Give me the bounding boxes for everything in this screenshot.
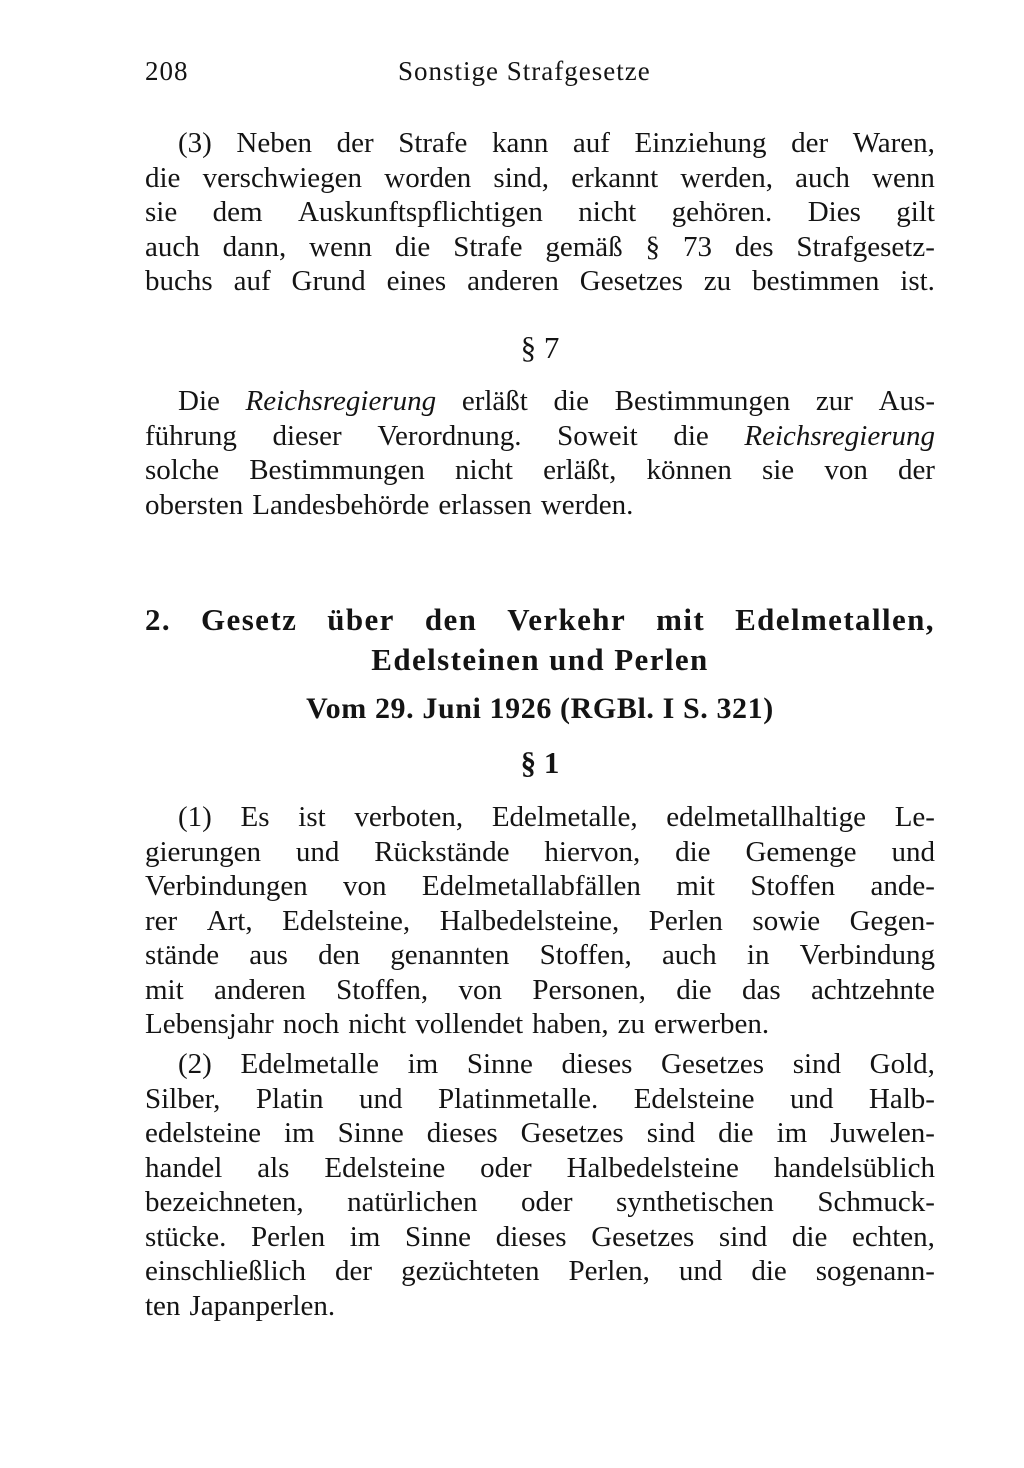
word: mit (145, 973, 184, 1006)
title-line (145, 640, 935, 680)
word: auf (572, 127, 610, 159)
word: die (751, 1255, 787, 1287)
word: im (776, 1117, 808, 1149)
word: auf (233, 265, 271, 297)
word: werden, (680, 161, 773, 194)
word: Gold, (869, 1048, 935, 1080)
word: Sinne (466, 1048, 533, 1080)
running-title: Sonstige Strafgesetze (398, 56, 651, 86)
word: sind (792, 1048, 842, 1080)
word: Edelmetalle, (491, 801, 638, 833)
word: gehören. (671, 196, 773, 228)
word: Stoffen (750, 870, 836, 902)
word: Die (178, 385, 220, 417)
word: oder (480, 1151, 532, 1184)
word: bezeichneten, (145, 1186, 304, 1218)
word: der (336, 127, 374, 159)
word: eines (386, 265, 447, 297)
word: Platinmetalle. (437, 1082, 599, 1115)
word: ande- (870, 870, 935, 902)
word: obersten (145, 488, 244, 521)
word: Edelsteine (633, 1082, 755, 1115)
paragraph-6-3 (145, 126, 935, 299)
text-line (145, 126, 935, 161)
word: Grund (291, 265, 366, 297)
text-line (145, 973, 935, 1008)
word: Aus- (878, 385, 935, 417)
word: aus (249, 939, 288, 971)
word: des (734, 230, 774, 263)
word: dem (212, 196, 263, 228)
word: noch (282, 1008, 340, 1040)
section-mark-7: § 7 (520, 330, 560, 365)
section-mark-1: § 1 (520, 745, 560, 780)
word: Bestimmungen (614, 385, 791, 417)
word: die (394, 230, 431, 263)
word: achtzehnte (810, 973, 935, 1006)
word: hiervon, (544, 835, 641, 868)
word: Edelmetallen, (735, 602, 935, 637)
word: handel (145, 1151, 223, 1184)
word: verschwiegen (202, 161, 363, 194)
word: Stoffen, (336, 973, 429, 1006)
text-line (145, 453, 935, 488)
word: mit (676, 870, 715, 902)
word: verboten, (354, 801, 464, 833)
text-line (145, 419, 935, 454)
word: Dies (807, 196, 861, 228)
word: ten (145, 1289, 181, 1322)
word: Strafgesetz- (796, 230, 935, 263)
word: und (891, 835, 935, 868)
word: Juwelen- (830, 1117, 935, 1149)
word: die (791, 1220, 828, 1253)
text-line (145, 1082, 935, 1117)
word: ist (298, 801, 326, 833)
word: auch (661, 939, 717, 971)
text-line (145, 1220, 935, 1255)
word: sind (646, 1117, 696, 1149)
word: führung (145, 419, 237, 452)
word: erläßt (461, 385, 528, 417)
title-line (145, 600, 935, 640)
word: ist. (900, 265, 935, 297)
word: Strafe (398, 127, 468, 159)
word: edelsteine (145, 1117, 261, 1149)
text-line (145, 384, 935, 419)
word: Gesetzes (591, 1220, 695, 1253)
title-line-text: Edelsteinen und Perlen (371, 642, 709, 677)
word: der (791, 127, 829, 159)
text-line (145, 230, 935, 265)
word: (2) (178, 1048, 212, 1080)
word: (3) (178, 127, 212, 159)
word: als (257, 1151, 290, 1184)
running-header (145, 56, 935, 96)
word: der (897, 454, 935, 486)
word: dieser (272, 419, 342, 452)
text-line (145, 488, 935, 523)
word: erlassen (438, 488, 532, 521)
word: gilt (896, 196, 935, 228)
word: oder (521, 1186, 573, 1218)
word: Le- (894, 801, 935, 833)
word: zu (703, 265, 732, 297)
word: die (718, 1117, 754, 1149)
paragraph-1-2 (145, 1047, 935, 1323)
word: können (646, 454, 732, 486)
word: natürlichen (347, 1186, 478, 1218)
word: 2. (145, 602, 172, 637)
word: Perlen (648, 904, 723, 937)
law-title (145, 600, 935, 680)
word: gemäß (545, 230, 623, 263)
word: nicht (578, 196, 637, 228)
word: Waren, (852, 127, 935, 159)
word: 73 (682, 230, 712, 263)
word: auch (795, 161, 850, 194)
word: Verordnung. (377, 419, 522, 452)
word: die (145, 161, 181, 194)
word: Edelsteine (324, 1151, 446, 1184)
word: einschließlich (145, 1255, 307, 1287)
word: den (424, 602, 478, 637)
word: erkannt (571, 161, 659, 194)
word: sowie (752, 904, 821, 937)
word: rer (145, 904, 178, 937)
word: von (824, 454, 868, 486)
word: Strafe (453, 230, 523, 263)
word: sie (761, 454, 795, 486)
word: kann (491, 127, 549, 159)
word: Schmuck- (817, 1186, 935, 1218)
page-number: 208 (145, 56, 189, 86)
word: Perlen, (568, 1255, 650, 1287)
text-line (145, 904, 935, 939)
word: Bestimmungen (249, 454, 425, 486)
text-line (145, 1185, 935, 1220)
word: nicht (348, 1008, 407, 1040)
word: stände (145, 939, 220, 971)
word: Verbindungen (145, 870, 308, 902)
text-line (145, 1151, 935, 1186)
word: Edelmetallabfällen (421, 870, 641, 902)
word: nicht (454, 454, 513, 486)
word: im (349, 1220, 381, 1253)
word: edelmetallhaltige (666, 801, 866, 833)
word: sind, (493, 161, 550, 194)
word: buchs (145, 265, 213, 297)
text-line (145, 835, 935, 870)
word: Halbedelsteine, (439, 904, 620, 937)
word: Silber, (145, 1082, 221, 1115)
text-line (145, 161, 935, 196)
word: Lebensjahr (145, 1008, 274, 1040)
text-line (145, 1116, 935, 1151)
word: die (676, 973, 712, 1006)
word: Auskunftspflichtigen (297, 196, 543, 228)
word: Gemenge (745, 835, 857, 868)
word: Gesetzes (661, 1048, 765, 1080)
word: anderen (213, 973, 306, 1006)
word: Es (240, 801, 270, 833)
word: den (318, 939, 361, 971)
word: Einziehung (634, 127, 767, 159)
word: § (645, 230, 661, 263)
word: die (553, 385, 589, 417)
word: synthetischen (616, 1186, 774, 1218)
word: haben, (532, 1008, 609, 1040)
word: zu (617, 1008, 646, 1040)
text-line (145, 264, 935, 299)
word: und (789, 1082, 834, 1115)
word: wenn (872, 161, 935, 194)
word: mit (656, 602, 706, 637)
word: dieses (495, 1220, 567, 1253)
word: Neben (236, 127, 313, 159)
word: Halb- (868, 1082, 935, 1115)
word: dieses (426, 1117, 498, 1149)
word: im (283, 1117, 315, 1149)
word: Platin (255, 1082, 324, 1115)
word: Landesbehörde (252, 488, 430, 521)
word: gierungen (145, 835, 261, 868)
paragraph-7 (145, 384, 935, 522)
word: vollendet (415, 1008, 524, 1040)
word: erläßt, (543, 454, 617, 486)
word: Japanperlen. (189, 1289, 336, 1322)
word: die (673, 419, 709, 452)
word: von (343, 870, 387, 902)
word: solche (145, 454, 220, 486)
word: erwerben. (654, 1008, 770, 1040)
word: Sinne (337, 1117, 404, 1149)
word: Edelmetalle (240, 1048, 379, 1080)
word: Perlen (250, 1220, 326, 1253)
word: und (358, 1082, 403, 1115)
word: worden (384, 161, 472, 194)
word: Gesetzes (579, 265, 683, 297)
word: Gesetz (201, 602, 298, 637)
word: handelsüblich (773, 1151, 935, 1184)
word: stücke. (145, 1220, 227, 1253)
word: genannten (390, 939, 510, 971)
word: anderen (467, 265, 559, 297)
word: in (746, 939, 770, 971)
word: Personen, (532, 973, 646, 1006)
word: Halbedelsteine (566, 1151, 739, 1184)
word: sind (718, 1220, 768, 1253)
text-line (145, 1007, 935, 1042)
word: bestimmen (752, 265, 880, 297)
word: der (335, 1255, 373, 1287)
word: das (741, 973, 781, 1006)
word: sogenann- (815, 1255, 935, 1287)
text-line (145, 1289, 935, 1324)
word: Gegen- (849, 904, 935, 937)
word-italic: Reichsregierung (245, 385, 437, 417)
text-line (145, 800, 935, 835)
word: Sinne (404, 1220, 472, 1253)
word: über (327, 602, 395, 637)
word: Verkehr (507, 602, 627, 637)
word: im (407, 1048, 439, 1080)
law-date: Vom 29. Juni 1926 (RGBl. I S. 321) (306, 692, 774, 725)
word: Stoffen, (539, 939, 632, 971)
word: dieses (561, 1048, 633, 1080)
word: Soweit (557, 419, 638, 452)
word: Gesetzes (520, 1117, 624, 1149)
text-line (145, 938, 935, 973)
word-italic: Reichsregierung (744, 419, 935, 452)
word: wenn (309, 230, 372, 263)
word: Edelsteine, (282, 904, 411, 937)
word: zur (815, 385, 853, 417)
word: und (295, 835, 340, 868)
word: Art, (206, 904, 253, 937)
word: Verbindung (799, 939, 935, 971)
word: Rückstände (374, 835, 510, 868)
word: die (675, 835, 711, 868)
word: sie (145, 196, 178, 228)
word: und (678, 1255, 723, 1287)
word: dann, (222, 230, 287, 263)
word: (1) (178, 801, 212, 833)
text-line (145, 195, 935, 230)
text-line (145, 869, 935, 904)
word: gezüchteten (401, 1255, 540, 1287)
word: echten, (851, 1220, 935, 1253)
word: von (458, 973, 502, 1006)
text-line (145, 1047, 935, 1082)
word: werden. (540, 488, 634, 521)
word: auch (145, 230, 200, 263)
text-line (145, 1254, 935, 1289)
paragraph-1-1 (145, 800, 935, 1042)
